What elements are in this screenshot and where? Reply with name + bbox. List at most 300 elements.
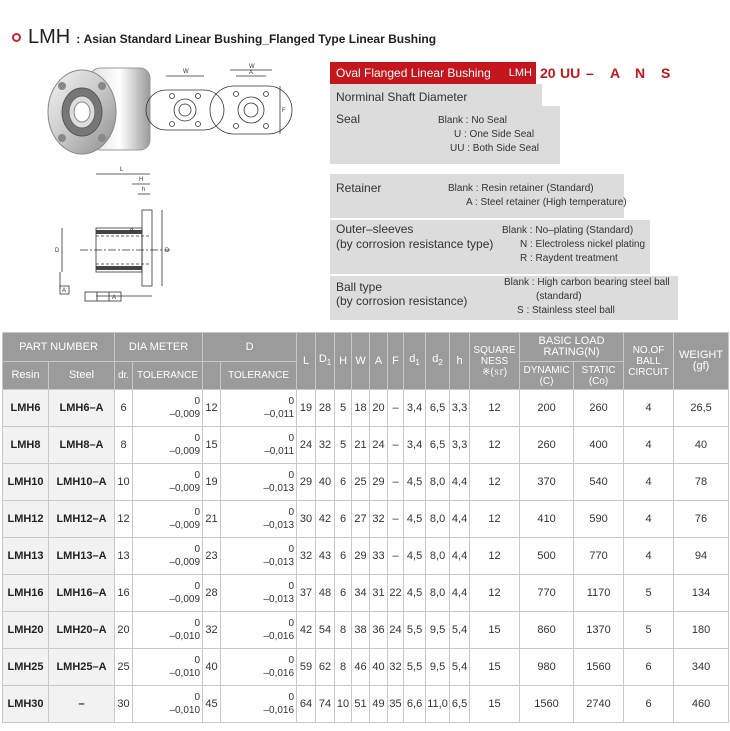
bar-title: Oval Flanged Linear Bushing	[336, 66, 491, 80]
th-h: H	[335, 333, 352, 390]
th-d1	[404, 333, 426, 390]
th-d1-text: d	[409, 352, 416, 365]
table-row	[3, 501, 729, 538]
cell-d1: 3,4	[404, 427, 426, 464]
cell-d2: 8,0	[426, 464, 450, 501]
th-load-2: RATING(N)	[543, 346, 600, 358]
cell-d-tolerance-top: 0	[288, 507, 295, 518]
cell-D1: 62	[316, 649, 335, 686]
cell-A: 32	[370, 501, 388, 538]
cell-d-tolerance	[221, 501, 297, 538]
cell-shaft-tolerance	[133, 612, 203, 649]
cell-d-tolerance-top: 0	[288, 433, 295, 444]
th-dynamic-2: (C)	[539, 375, 554, 387]
bushing-drawing	[40, 60, 315, 310]
th-a: A	[370, 333, 388, 390]
cell-L: 30	[297, 501, 316, 538]
cell-steel: LMH25–A	[49, 649, 115, 686]
cell-dr: 30	[115, 686, 133, 723]
cell-L: 32	[297, 538, 316, 575]
bar-code: LMH	[508, 67, 532, 79]
cell-d2: 9,5	[426, 612, 450, 649]
cell-dr: 13	[115, 538, 133, 575]
table-row	[3, 390, 729, 427]
cell-d2: 8,0	[426, 575, 450, 612]
th-tolerance-1: TOLERANCE	[133, 362, 203, 390]
th-l: L	[297, 333, 316, 390]
cell-shaft-tolerance-top: 0	[194, 618, 201, 629]
cell-steel: LMH13–A	[49, 538, 115, 575]
cell-d-tolerance-top: 0	[288, 581, 295, 592]
cell-ball: 5	[624, 575, 674, 612]
section-view	[60, 174, 170, 301]
cell-H: 5	[335, 427, 352, 464]
cell-W: 21	[352, 427, 370, 464]
cell-dyn: 980	[520, 649, 574, 686]
cell-shaft-tolerance	[133, 390, 203, 427]
cell-A: 31	[370, 575, 388, 612]
th-d1-outer-text: D	[318, 352, 327, 365]
cell-ball: 4	[624, 538, 674, 575]
cell-D1: 40	[316, 464, 335, 501]
th-d1-sub: 1	[415, 358, 420, 368]
cell-steel: LMH12–A	[49, 501, 115, 538]
cell-dyn: 200	[520, 390, 574, 427]
cell-shaft-tolerance-bot: –0,009	[169, 446, 201, 457]
cell-steel: LMH10–A	[49, 464, 115, 501]
cell-d-tolerance	[221, 538, 297, 575]
subtitle-text: Asian Standard Linear Bushing_Flanged Type Linear Bushing	[83, 32, 437, 46]
cell-dyn: 860	[520, 612, 574, 649]
cell-h: 3,3	[450, 390, 470, 427]
cell-d-tolerance-top: 0	[288, 470, 295, 481]
bushing-photo	[48, 68, 150, 154]
cell-dr: 12	[115, 501, 133, 538]
cell-A: 29	[370, 464, 388, 501]
th-ball-circuit	[624, 333, 674, 390]
cell-sq: 12	[470, 427, 520, 464]
cell-D: 21	[203, 501, 221, 538]
cell-sq: 12	[470, 464, 520, 501]
cell-shaft-tolerance	[133, 575, 203, 612]
cell-shaft-tolerance-bot: –0,009	[169, 520, 201, 531]
table-row	[3, 427, 729, 464]
cell-shaft-tolerance-top: 0	[194, 507, 201, 518]
dim-d1-label: D	[165, 248, 170, 254]
cell-resin: LMH13	[3, 538, 49, 575]
cell-stat: 1560	[574, 649, 624, 686]
cell-resin: LMH8	[3, 427, 49, 464]
page-title	[12, 25, 436, 49]
cell-A: 20	[370, 390, 388, 427]
cell-resin: LMH16	[3, 575, 49, 612]
cell-A: 24	[370, 427, 388, 464]
cell-d2: 6,5	[426, 390, 450, 427]
code-outer: N	[635, 65, 646, 81]
cell-shaft-tolerance-bot: –0,009	[169, 594, 201, 605]
cell-D: 23	[203, 538, 221, 575]
cell-W: 34	[352, 575, 370, 612]
cell-d-tolerance-bot: –0,013	[263, 483, 295, 494]
cell-d-tolerance-bot: –0,013	[263, 594, 295, 605]
table-row	[3, 538, 729, 575]
retainer-label: Retainer	[336, 181, 382, 195]
cell-shaft-tolerance-top: 0	[194, 433, 201, 444]
cell-F: –	[388, 501, 404, 538]
cell-shaft-tolerance	[133, 464, 203, 501]
th-part-number: PART NUMBER	[3, 333, 115, 362]
outer-option-3: R : Raydent treatment	[520, 253, 618, 264]
cell-stat: 1370	[574, 612, 624, 649]
th-static-1: STATIC	[581, 364, 616, 376]
th-square-1: SQUARE	[473, 344, 516, 356]
cell-shaft-tolerance	[133, 686, 203, 723]
cell-W: 18	[352, 390, 370, 427]
cell-d1: 6,6	[404, 686, 426, 723]
outer-label-1: Outer–sleeves	[336, 222, 414, 236]
code-bar	[330, 62, 536, 84]
cell-H: 6	[335, 501, 352, 538]
table-row	[3, 686, 729, 723]
cell-H: 6	[335, 464, 352, 501]
cell-L: 24	[297, 427, 316, 464]
cell-wt: 340	[674, 649, 729, 686]
th-ball-3: CIRCUIT	[628, 366, 669, 378]
table-row	[3, 612, 729, 649]
outer-option-2: N : Electroless nickel plating	[520, 239, 646, 250]
cell-H: 8	[335, 612, 352, 649]
cell-shaft-tolerance-bot: –0,010	[169, 705, 201, 716]
spec-table	[2, 332, 729, 723]
cell-L: 29	[297, 464, 316, 501]
cell-d-tolerance-top: 0	[288, 544, 295, 555]
th-squareness	[470, 333, 520, 390]
cell-d-tolerance	[221, 575, 297, 612]
seal-option-2: U : One Side Seal	[454, 129, 535, 140]
dim-small-d-label: d	[130, 228, 134, 234]
cell-h: 4,4	[450, 464, 470, 501]
cell-F: 35	[388, 686, 404, 723]
cell-d-tolerance-top: 0	[288, 655, 295, 666]
cell-d-tolerance-top: 0	[288, 618, 295, 629]
cell-wt: 78	[674, 464, 729, 501]
cell-W: 46	[352, 649, 370, 686]
cell-d-tolerance	[221, 427, 297, 464]
cell-d-tolerance-top: 0	[288, 692, 295, 703]
cell-A: 49	[370, 686, 388, 723]
ball-label-2: (by corrosion resistance)	[336, 294, 468, 308]
cell-resin: LMH12	[3, 501, 49, 538]
cell-D1: 32	[316, 427, 335, 464]
cell-ball: 4	[624, 464, 674, 501]
cell-h: 4,4	[450, 501, 470, 538]
th-weight-1: WEIGHT	[679, 349, 724, 361]
th-f: F	[388, 333, 404, 390]
cell-stat: 540	[574, 464, 624, 501]
cell-wt: 40	[674, 427, 729, 464]
ball-option-3: S : Stainless steel ball	[517, 305, 615, 316]
code-dash: –	[586, 65, 594, 81]
cell-d2: 8,0	[426, 501, 450, 538]
cell-sq: 12	[470, 390, 520, 427]
cell-shaft-tolerance-bot: –0,009	[169, 483, 201, 494]
th-load-rating	[520, 333, 624, 362]
cell-wt: 94	[674, 538, 729, 575]
seal-option-3: UU : Both Side Seal	[450, 143, 539, 154]
th-d2-sub: 2	[438, 358, 443, 368]
cell-h: 3,3	[450, 427, 470, 464]
cell-dr: 10	[115, 464, 133, 501]
cell-dr: 25	[115, 649, 133, 686]
cell-shaft-tolerance-top: 0	[194, 692, 201, 703]
product-drawing	[40, 60, 315, 310]
th-dia-meter: DIA METER	[115, 333, 203, 362]
cell-shaft-tolerance	[133, 501, 203, 538]
product-subtitle	[76, 32, 436, 46]
table-row	[3, 575, 729, 612]
cell-shaft-tolerance-top: 0	[194, 655, 201, 666]
cell-D: 40	[203, 649, 221, 686]
th-d1-outer-sub: 1	[326, 358, 332, 368]
cell-H: 10	[335, 686, 352, 723]
cell-shaft-tolerance-bot: –0,009	[169, 557, 201, 568]
cell-D: 28	[203, 575, 221, 612]
cell-sq: 12	[470, 575, 520, 612]
cell-W: 29	[352, 538, 370, 575]
dim-w-label-2: W	[249, 64, 255, 70]
th-w: W	[352, 333, 370, 390]
cell-dyn: 1560	[520, 686, 574, 723]
cell-shaft-tolerance-top: 0	[194, 544, 201, 555]
cell-wt: 180	[674, 612, 729, 649]
cell-H: 5	[335, 390, 352, 427]
cell-dr: 16	[115, 575, 133, 612]
dim-small-h-label: h	[142, 187, 146, 193]
cell-shaft-tolerance	[133, 427, 203, 464]
table-row	[3, 464, 729, 501]
cell-d2: 9,5	[426, 649, 450, 686]
cell-L: 19	[297, 390, 316, 427]
bullet-icon	[12, 33, 21, 42]
cell-shaft-tolerance-bot: –0,010	[169, 631, 201, 642]
cell-d2: 8,0	[426, 538, 450, 575]
cell-steel: LMH8–A	[49, 427, 115, 464]
cell-resin: LMH20	[3, 612, 49, 649]
cell-d-tolerance	[221, 612, 297, 649]
cell-resin: LMH6	[3, 390, 49, 427]
cell-d-tolerance-bot: –0,013	[263, 520, 295, 531]
outer-label-2: (by corrosion resistance type)	[336, 237, 494, 251]
cell-D1: 28	[316, 390, 335, 427]
cell-h: 4,4	[450, 575, 470, 612]
cell-d2: 11,0	[426, 686, 450, 723]
cell-dyn: 260	[520, 427, 574, 464]
cell-A: 33	[370, 538, 388, 575]
th-square-3: ※(㏛)	[482, 366, 508, 378]
cell-F: –	[388, 464, 404, 501]
th-static	[574, 362, 624, 390]
th-static-2: (Co)	[588, 375, 609, 387]
cell-resin: LMH25	[3, 649, 49, 686]
th-dr: dr.	[115, 362, 133, 390]
cell-ball: 4	[624, 427, 674, 464]
cell-shaft-tolerance-top: 0	[194, 396, 201, 407]
cell-sq: 15	[470, 649, 520, 686]
cell-wt: 134	[674, 575, 729, 612]
cell-wt: 460	[674, 686, 729, 723]
th-d1-outer	[316, 333, 335, 390]
cell-h: 6,5	[450, 686, 470, 723]
table-row	[3, 649, 729, 686]
th-d-blank	[203, 362, 221, 390]
th-weight-2: (gf)	[692, 360, 710, 372]
cell-D: 12	[203, 390, 221, 427]
cell-ball: 5	[624, 612, 674, 649]
th-ball-2: BALL	[636, 355, 661, 367]
product-code: LMH	[28, 25, 71, 48]
cell-sq: 12	[470, 538, 520, 575]
cell-F: 32	[388, 649, 404, 686]
cell-ball: 4	[624, 390, 674, 427]
cell-d1: 5,5	[404, 649, 426, 686]
cell-D: 32	[203, 612, 221, 649]
shaft-label: Norminal Shaft Diameter	[336, 90, 468, 104]
th-d: D	[203, 333, 297, 362]
cell-A: 40	[370, 649, 388, 686]
th-dynamic-1: DYNAMIC	[523, 364, 570, 376]
cell-F: –	[388, 390, 404, 427]
cell-D: 15	[203, 427, 221, 464]
cell-dr: 20	[115, 612, 133, 649]
dim-d-label: D	[55, 248, 60, 254]
cell-d-tolerance-bot: –0,016	[263, 705, 295, 716]
cell-D1: 74	[316, 686, 335, 723]
cell-h: 4,4	[450, 538, 470, 575]
cell-d-tolerance-bot: –0,016	[263, 631, 295, 642]
cell-shaft-tolerance-bot: –0,010	[169, 668, 201, 679]
retainer-option-1: Blank : Resin retainer (Standard)	[448, 183, 594, 194]
cell-resin: LMH10	[3, 464, 49, 501]
code-retainer: A	[610, 65, 621, 81]
code-seal: UU	[560, 65, 581, 81]
ball-option-2: (standard)	[536, 291, 582, 302]
dim-w-label-1: W	[183, 69, 189, 75]
cell-resin: LMH30	[3, 686, 49, 723]
th-steel: Steel	[49, 362, 115, 390]
ball-label-1: Ball type	[336, 280, 383, 294]
th-ball-1: NO.OF	[632, 344, 665, 356]
cell-dyn: 500	[520, 538, 574, 575]
cell-d-tolerance-top: 0	[288, 396, 295, 407]
cell-d2: 6,5	[426, 427, 450, 464]
ordering-code-panel	[330, 62, 678, 320]
th-load-1: BASIC LOAD	[538, 335, 605, 347]
cell-sq: 12	[470, 501, 520, 538]
th-weight	[674, 333, 729, 390]
cell-stat: 260	[574, 390, 624, 427]
cell-shaft-tolerance	[133, 649, 203, 686]
cell-L: 64	[297, 686, 316, 723]
cell-F: 22	[388, 575, 404, 612]
cell-D1: 54	[316, 612, 335, 649]
dim-f-label: F	[282, 108, 286, 114]
cell-H: 6	[335, 575, 352, 612]
cell-W: 38	[352, 612, 370, 649]
cell-stat: 400	[574, 427, 624, 464]
cell-F: –	[388, 538, 404, 575]
datum-ref-label: A	[112, 295, 117, 301]
cell-L: 37	[297, 575, 316, 612]
cell-d1: 3,4	[404, 390, 426, 427]
cell-stat: 2740	[574, 686, 624, 723]
cell-L: 59	[297, 649, 316, 686]
cell-d-tolerance	[221, 464, 297, 501]
front-view-1	[146, 76, 224, 130]
dim-h-label: H	[139, 177, 144, 183]
cell-stat: 1170	[574, 575, 624, 612]
cell-sq: 15	[470, 686, 520, 723]
cell-h: 5,4	[450, 612, 470, 649]
cell-dr: 8	[115, 427, 133, 464]
cell-W: 25	[352, 464, 370, 501]
cell-D: 45	[203, 686, 221, 723]
cell-d1: 4,5	[404, 575, 426, 612]
cell-shaft-tolerance-top: 0	[194, 470, 201, 481]
cell-d1: 4,5	[404, 464, 426, 501]
outer-option-1: Blank : No–plating (Standard)	[502, 225, 634, 236]
cell-d1: 4,5	[404, 501, 426, 538]
th-dynamic	[520, 362, 574, 390]
cell-ball: 4	[624, 501, 674, 538]
cell-dr: 6	[115, 390, 133, 427]
cell-ball: 6	[624, 686, 674, 723]
cell-sq: 15	[470, 612, 520, 649]
cell-D: 19	[203, 464, 221, 501]
cell-d1: 4,5	[404, 538, 426, 575]
cell-dyn: 370	[520, 464, 574, 501]
cell-d-tolerance-bot: –0,016	[263, 668, 295, 679]
cell-H: 6	[335, 538, 352, 575]
cell-shaft-tolerance	[133, 538, 203, 575]
cell-ball: 6	[624, 649, 674, 686]
cell-d-tolerance	[221, 390, 297, 427]
th-resin: Resin	[3, 362, 49, 390]
seal-option-1: Blank : No Seal	[438, 115, 507, 126]
cell-shaft-tolerance-bot: –0,009	[169, 409, 201, 420]
cell-steel: –	[49, 686, 115, 723]
cell-H: 8	[335, 649, 352, 686]
cell-W: 27	[352, 501, 370, 538]
spec-table-body	[3, 390, 729, 723]
cell-steel: LMH20–A	[49, 612, 115, 649]
datum-a-label: A	[62, 288, 67, 294]
cell-L: 42	[297, 612, 316, 649]
cell-steel: LMH6–A	[49, 390, 115, 427]
cell-D1: 43	[316, 538, 335, 575]
cell-d1: 5,5	[404, 612, 426, 649]
cell-shaft-tolerance-top: 0	[194, 581, 201, 592]
cell-d-tolerance-bot: –0,013	[263, 557, 295, 568]
title-colon: :	[76, 32, 81, 46]
cell-h: 5,4	[450, 649, 470, 686]
th-d2-text: d	[432, 352, 439, 365]
cell-stat: 590	[574, 501, 624, 538]
cell-wt: 26,5	[674, 390, 729, 427]
cell-dyn: 770	[520, 575, 574, 612]
cell-F: 24	[388, 612, 404, 649]
retainer-option-2: A : Steel retainer (High temperature)	[466, 197, 627, 208]
cell-d-tolerance-bot: –0,011	[264, 446, 295, 457]
